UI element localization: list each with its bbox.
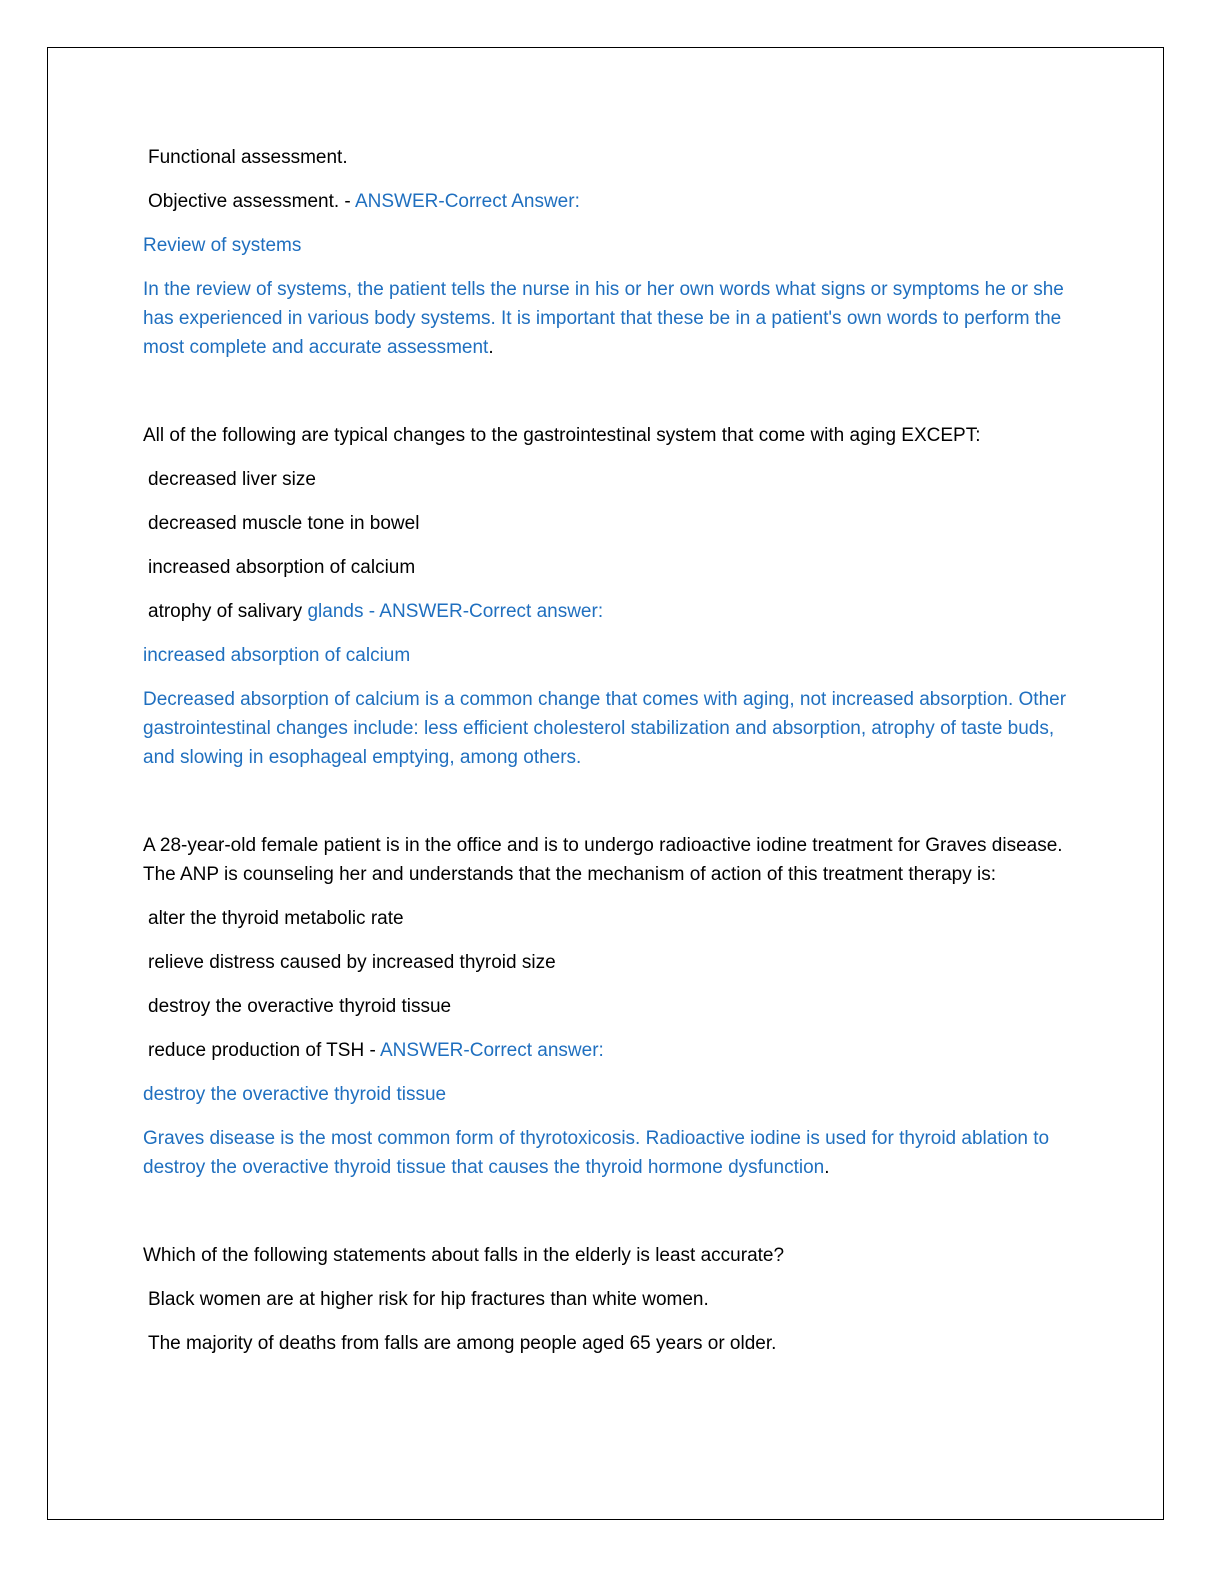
- document-body: [143, 143, 1073, 1373]
- rationale: [143, 275, 1073, 362]
- answer-prefix: ANSWER-Correct answer:: [380, 1040, 604, 1061]
- option-text: atrophy of salivary: [148, 601, 308, 622]
- option-text: reduce production of TSH -: [148, 1040, 380, 1061]
- option-functional-assessment: Functional assessment.: [148, 147, 348, 168]
- answer-prefix: ANSWER-Correct Answer:: [354, 191, 580, 212]
- rationale-period: .: [824, 1157, 830, 1178]
- rationale-text: In the review of systems, the patient tells the nurse in his or her own words what signs or symptoms he or she has experienced in various body systems. It is important that these be in a patient's own words to perform the most complete and accurate assessment: [143, 279, 1064, 358]
- option-item: [143, 597, 1073, 626]
- option-item: The majority of deaths from falls are among people aged 65 years or older.: [148, 1333, 777, 1354]
- answer-prefix: glands - ANSWER-Correct answer:: [307, 601, 604, 622]
- block-separator: [143, 1197, 1073, 1241]
- option-item: decreased liver size: [148, 469, 316, 490]
- rationale: Decreased absorption of calcium is a common change that comes with aging, not increased absorption. Other gastrointestinal changes include: less efficient cholesterol stabilization and absorption, atrophy of taste buds, and slowing in esophageal emptying, among others.: [143, 689, 1067, 768]
- option-objective-assessment: [143, 187, 1073, 216]
- correct-answer: destroy the overactive thyroid tissue: [143, 1084, 447, 1105]
- question-graves-treatment: A 28-year-old female patient is in the office and is to undergo radioactive iodine treatment for Graves disease. The ANP is counseling her and understands that the mechanism of action of this treatment therapy is:: [143, 835, 1063, 885]
- block-separator: [143, 787, 1073, 831]
- option-item: alter the thyroid metabolic rate: [148, 908, 404, 929]
- rationale-text: Graves disease is the most common form of thyrotoxicosis. Radioactive iodine is used for thyroid ablation to destroy the overactive thyroid tissue that causes the thyroid hormone dysfunction: [143, 1128, 1050, 1178]
- option-item: increased absorption of calcium: [148, 557, 416, 578]
- option-item: relieve distress caused by increased thyroid size: [148, 952, 556, 973]
- option-item: decreased muscle tone in bowel: [148, 513, 420, 534]
- question-falls-elderly: Which of the following statements about falls in the elderly is least accurate?: [143, 1245, 785, 1266]
- block-separator: [143, 377, 1073, 421]
- rationale-period: .: [488, 337, 494, 358]
- correct-answer: increased absorption of calcium: [143, 645, 411, 666]
- rationale: [143, 1124, 1073, 1182]
- option-item: Black women are at higher risk for hip fractures than white women.: [148, 1289, 709, 1310]
- question-gi-aging: All of the following are typical changes to the gastrointestinal system that come with aging EXCEPT:: [143, 425, 981, 446]
- option-item: [143, 1036, 1073, 1065]
- option-item: destroy the overactive thyroid tissue: [148, 996, 452, 1017]
- correct-answer: Review of systems: [143, 235, 302, 256]
- option-text: Objective assessment. -: [148, 191, 355, 212]
